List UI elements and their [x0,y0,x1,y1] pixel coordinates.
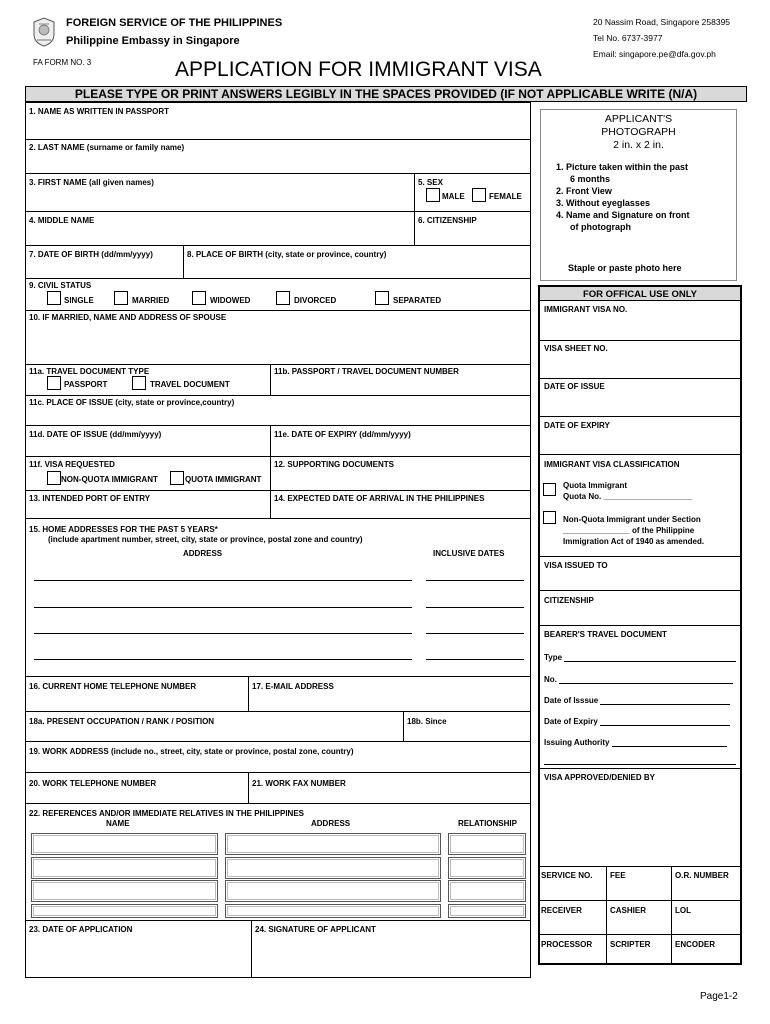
field-supporting-docs: 12. SUPPORTING DOCUMENTS [274,460,395,469]
official-sheet-no: VISA SHEET NO. [544,344,608,353]
instruction-text: PLEASE TYPE OR PRINT ANSWERS LEGIBLY IN THE SPACES PROVIDED (IF NOT APPLICABLE WRITE (N/A) [74,87,698,101]
civil-separated-label: SEPARATED [393,296,442,305]
passport-number-input[interactable] [271,377,530,394]
official-nonquota-checkbox[interactable] [543,511,556,524]
official-scripter: SCRIPTER [610,940,651,949]
agency-name: FOREIGN SERVICE OF THE PHILIPPINES [66,17,283,29]
middle-name-input[interactable] [26,226,413,244]
field-references: 22. REFERENCES AND/OR IMMEDIATE RELATIVES IN THE PHILIPPINES [29,809,304,818]
field-spouse: 10. IF MARRIED, NAME AND ADDRESS OF SPOUSE [29,313,227,322]
form-title: APPLICATION FOR IMMIGRANT VISA [175,58,542,81]
visa-nonquota-checkbox[interactable] [47,471,61,485]
civil-widowed-checkbox[interactable] [192,291,206,305]
official-date-issue-line: Date of Isssue [544,696,730,705]
field-sex: 5. SEX [418,178,443,187]
field-work-phone: 20. WORK TELEPHONE NUMBER [29,779,157,788]
ref-address-input[interactable] [225,904,441,918]
doc-passport-checkbox[interactable] [47,376,61,390]
official-citizenship: CITIZENSHIP [544,596,594,605]
ref-address-input[interactable] [225,833,441,855]
philippine-seal-icon [30,16,58,48]
ref-relationship-input[interactable] [448,904,526,918]
photo-size: 2 in. x 2 in. [613,139,664,151]
field-port-of-entry: 13. INTENDED PORT OF ENTRY [29,494,151,503]
field-citizenship: 6. CITIZENSHIP [418,216,477,225]
civil-separated-checkbox[interactable] [375,291,389,305]
signature-input[interactable] [252,935,530,977]
civil-single-label: SINGLE [64,296,94,305]
field-date-of-issue: 11d. DATE OF ISSUE (dd/mm/yyyy) [29,430,162,439]
last-name-input[interactable] [26,153,530,172]
doc-passport-label: PASSPORT [64,380,108,389]
date-of-expiry-input[interactable] [271,440,530,455]
official-visa-no: IMMIGRANT VISA NO. [544,305,628,314]
work-phone-input[interactable] [26,789,247,802]
home-address-line[interactable] [34,607,412,608]
photo-req-4b: of photograph [570,222,631,232]
official-quota-no: Quota No. ____________________ [563,492,693,501]
civil-single-checkbox[interactable] [47,291,61,305]
sex-male-checkbox[interactable] [426,188,440,202]
photo-staple-note: Staple or paste photo here [568,263,682,273]
ref-relationship-input[interactable] [448,880,526,902]
home-dates-line[interactable] [426,633,524,634]
place-of-issue-input[interactable] [26,408,530,424]
ref-relationship-input[interactable] [448,833,526,855]
dates-column-header: INCLUSIVE DATES [433,549,505,558]
field-civil-status: 9. CIVIL STATUS [29,281,92,290]
work-fax-input[interactable] [249,789,530,802]
civil-divorced-label: DIVORCED [294,296,337,305]
port-of-entry-input[interactable] [26,504,269,517]
field-signature: 24. SIGNATURE OF APPLICANT [255,925,376,934]
place-of-birth-input[interactable] [184,260,530,277]
field-date-of-expiry: 11e. DATE OF EXPIRY (dd/mm/yyyy) [274,430,411,439]
official-date-expiry-line: Date of Expiry [544,717,730,726]
field-place-of-birth: 8. PLACE OF BIRTH (city, state or province, country) [187,250,387,259]
field-name-in-passport: 1. NAME AS WRITTEN IN PASSPORT [29,107,170,116]
photo-req-1: 1. Picture taken within the past [556,162,689,172]
email-input[interactable] [249,692,530,710]
field-home-phone: 16. CURRENT HOME TELEPHONE NUMBER [29,682,197,691]
photo-title-1: APPLICANT'S [604,113,673,125]
field-date-of-application: 23. DATE OF APPLICATION [29,925,133,934]
field-work-address: 19. WORK ADDRESS (include no., street, city, state or province, postal zone, country) [29,747,354,756]
photo-req-4: 4. Name and Signature on front [556,210,690,220]
official-cashier: CASHIER [610,906,647,915]
spouse-input[interactable] [26,323,530,363]
field-visa-requested: 11f. VISA REQUESTED [29,460,115,469]
field-place-of-issue: 11c. PLACE OF ISSUE (city, state or province,country) [29,398,235,407]
home-address-line[interactable] [34,580,412,581]
civil-married-checkbox[interactable] [114,291,128,305]
official-authority-line: Issuing Authority [544,738,727,747]
since-input[interactable] [404,727,530,740]
address-column-header: ADDRESS [183,549,223,558]
work-address-input[interactable] [26,757,530,771]
official-nonquota-2: _______________ of the Philippine [563,526,695,535]
ref-name-input[interactable] [31,833,218,855]
ref-relationship-header: RELATIONSHIP [458,819,517,828]
home-address-line[interactable] [34,633,412,634]
photo-req-2: 2. Front View [556,186,612,196]
official-nonquota-1: Non-Quota Immigrant under Section [563,515,701,524]
form-number: FA FORM NO. 3 [33,58,92,67]
official-approved-by: VISA APPROVED/DENIED BY [544,773,655,782]
official-type-line: Type [544,653,736,662]
photo-title-2: PHOTOGRAPH [601,126,676,138]
official-nonquota-3: Immigration Act of 1940 as amended. [563,537,705,546]
field-first-name: 3. FIRST NAME (all given names) [29,178,154,187]
field-work-fax: 21. WORK FAX NUMBER [252,779,346,788]
photo-req-1b: 6 months [570,174,611,184]
field-last-name: 2. LAST NAME (surname or family name) [29,143,185,152]
visa-quota-checkbox[interactable] [170,471,184,485]
official-date-expiry: DATE OF EXPIRY [544,421,610,430]
official-issued-to: VISA ISSUED TO [544,561,608,570]
official-lol: LOL [675,906,691,915]
field-arrival-date: 14. EXPECTED DATE OF ARRIVAL IN THE PHILIPPINES [274,494,485,503]
visa-quota-label: QUOTA IMMIGRANT [185,475,262,484]
ref-address-input[interactable] [225,880,441,902]
ref-name-input[interactable] [31,857,218,879]
instruction-banner [25,86,747,102]
ref-address-input[interactable] [225,857,441,879]
official-fee: FEE [610,871,626,880]
official-receiver: RECEIVER [541,906,582,915]
official-bearer-doc: BEARER'S TRAVEL DOCUMENT [544,630,667,639]
field-email: 17. E-MAIL ADDRESS [252,682,334,691]
embassy-email: Email: singapore.pe@dfa.gov.ph [593,49,716,59]
official-encoder: ENCODER [675,940,716,949]
embassy-address: 20 Nassim Road, Singapore 258395 [593,17,731,27]
official-classification: IMMIGRANT VISA CLASSIFICATION [544,460,680,469]
official-use-title: FOR OFFICAL USE ONLY [582,289,697,300]
field-since: 18b. Since [407,717,447,726]
arrival-date-input[interactable] [271,504,530,517]
page-number: Page1-2 [700,991,738,1002]
field-occupation: 18a. PRESENT OCCUPATION / RANK / POSITION [29,717,215,726]
embassy-name: Philippine Embassy in Singapore [66,35,240,47]
official-processor: PROCESSOR [541,940,593,949]
sex-male-label: MALE [442,192,465,201]
civil-divorced-checkbox[interactable] [276,291,290,305]
sex-female-label: FEMALE [489,192,522,201]
field-passport-number: 11b. PASSPORT / TRAVEL DOCUMENT NUMBER [274,367,459,376]
home-dates-line[interactable] [426,607,524,608]
ref-relationship-input[interactable] [448,857,526,879]
official-or-number: O.R. NUMBER [675,871,729,880]
occupation-input[interactable] [26,727,402,740]
official-quota-checkbox[interactable] [543,483,556,496]
home-dates-line[interactable] [426,659,524,660]
name-in-passport-input[interactable] [26,118,530,138]
home-dates-line[interactable] [426,580,524,581]
photo-req-3: 3. Without eyeglasses [556,198,650,208]
home-phone-input[interactable] [26,692,247,710]
civil-widowed-label: WIDOWED [210,296,251,305]
date-of-application-input[interactable] [26,935,250,977]
home-addresses-note: (include apartment number, street, city, state or province, postal zone and country) [48,535,363,544]
visa-nonquota-label: NON-QUOTA IMMIGRANT [61,475,158,484]
date-of-issue-input[interactable] [26,440,269,455]
embassy-tel: Tel No. 6737-3977 [593,33,663,43]
ref-name-input[interactable] [31,904,218,918]
ref-name-input[interactable] [31,880,218,902]
home-address-line[interactable] [34,659,412,660]
official-date-issue: DATE OF ISSUE [544,382,605,391]
official-service-no: SERVICE NO. [541,871,593,880]
official-quota-label: Quota Immigrant [563,481,628,490]
field-date-of-birth: 7. DATE OF BIRTH (dd/mm/yyyy) [29,250,153,259]
ref-address-header: ADDRESS [311,819,351,828]
citizenship-input[interactable] [415,226,530,244]
civil-married-label: MARRIED [132,296,170,305]
supporting-docs-input[interactable] [271,470,530,489]
field-home-addresses: 15. HOME ADDRESSES FOR THE PAST 5 YEARS* [29,525,218,534]
field-travel-doc-type: 11a. TRAVEL DOCUMENT TYPE [29,367,150,376]
ref-name-header: NAME [106,819,130,828]
sex-female-checkbox[interactable] [472,188,486,202]
first-name-input[interactable] [26,188,413,210]
date-of-birth-input[interactable] [26,260,182,277]
doc-travel-checkbox[interactable] [132,376,146,390]
doc-travel-label: TRAVEL DOCUMENT [150,380,230,389]
official-no-line: No. [544,675,733,684]
field-middle-name: 4. MIDDLE NAME [29,216,95,225]
